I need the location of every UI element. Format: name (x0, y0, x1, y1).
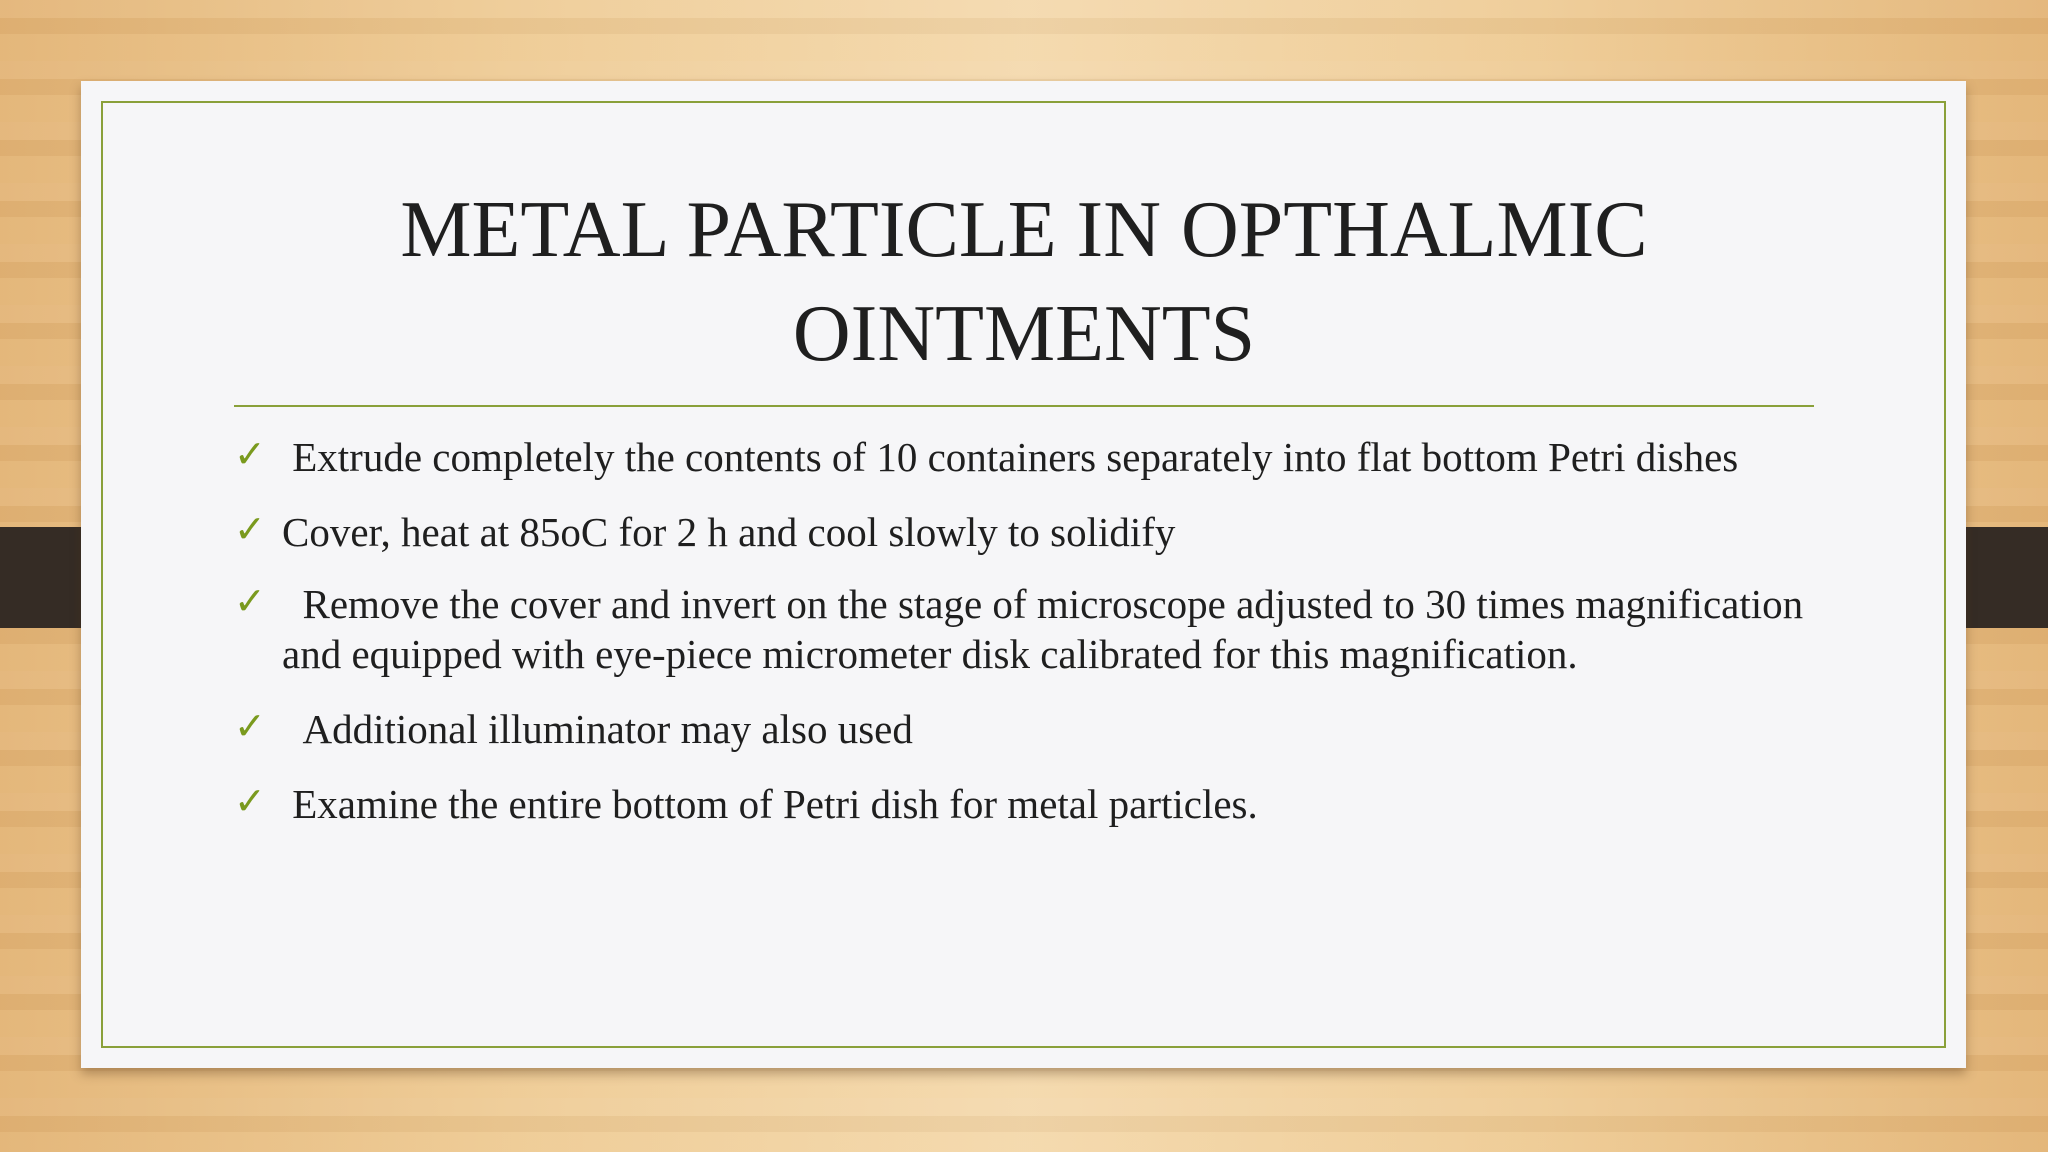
checkmark-icon: ✓ (234, 507, 266, 551)
checkmark-icon: ✓ (234, 779, 266, 823)
slide-title: METAL PARTICLE IN OPTHALMIC OINTMENTS (400, 186, 1648, 378)
bullet-text: Examine the entire bottom of Petri dish for metal particles. (282, 781, 1258, 827)
list-item (234, 779, 1814, 829)
bullet-text: Extrude completely the contents of 10 containers separately into flat bottom Petri dishes (282, 434, 1739, 480)
title-divider (234, 405, 1814, 407)
list-item (234, 579, 1814, 679)
list-item (234, 432, 1814, 482)
list-item (234, 507, 1814, 557)
checkmark-icon: ✓ (234, 432, 266, 476)
checkmark-icon: ✓ (234, 704, 266, 748)
list-item (234, 704, 1814, 754)
bullet-text: Remove the cover and invert on the stage of microscope adjusted to 30 times magnification and equipped with eye-piece micrometer disk calibrated for this magnification. (282, 581, 1814, 677)
bullet-list (234, 432, 1814, 854)
checkmark-icon: ✓ (234, 579, 266, 623)
bullet-text: Cover, heat at 85oC for 2 h and cool slowly to solidify (282, 509, 1176, 555)
bullet-text: Additional illuminator may also used (282, 706, 913, 752)
